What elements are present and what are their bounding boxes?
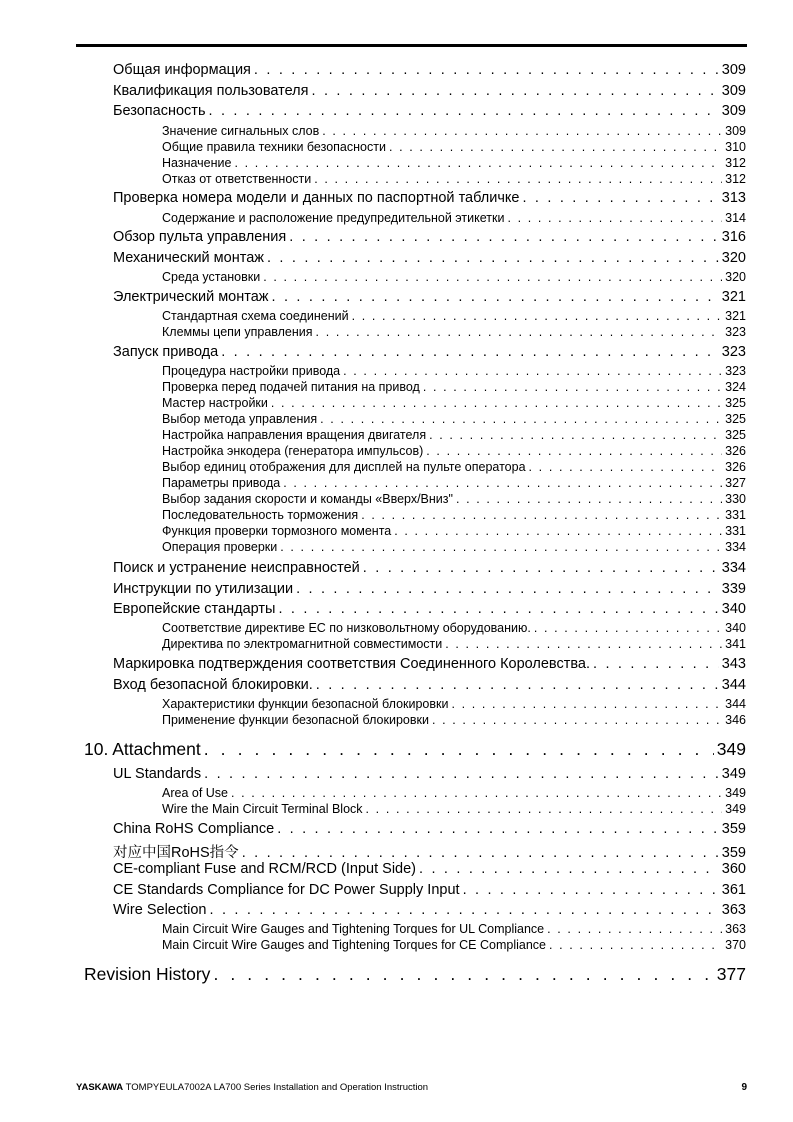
toc-entry[interactable]: Запуск привода . . . 323 xyxy=(113,344,746,360)
page-number: 325 xyxy=(725,428,746,442)
page-number: 361 xyxy=(721,882,746,898)
toc-entry[interactable]: Квалификация пользователя . . . 309 xyxy=(113,83,746,99)
page-number: 349 xyxy=(721,766,746,782)
toc-subentry[interactable]: Мастер настройки . . . 325 xyxy=(162,396,746,410)
page-number: 359 xyxy=(721,845,746,861)
toc-entry[interactable]: Вход безопасной блокировки. . . . 344 xyxy=(113,677,746,693)
toc-subentry[interactable]: Значение сигнальных слов . . . 309 xyxy=(162,124,746,138)
page-number: 309 xyxy=(721,62,746,78)
page-number: 323 xyxy=(725,364,746,378)
page-number: 323 xyxy=(725,325,746,339)
page-number: 309 xyxy=(721,83,746,99)
page-number: 339 xyxy=(721,581,746,597)
page-number: 363 xyxy=(721,902,746,918)
page-number: 349 xyxy=(725,786,746,800)
page-number: 321 xyxy=(725,309,746,323)
page-number: 340 xyxy=(725,621,746,635)
toc-entry[interactable]: Обзор пульта управления . . . 316 xyxy=(113,229,746,245)
toc-subentry[interactable]: Выбор единиц отображения для дисплей на пульте оператора . . . 326 xyxy=(162,460,746,474)
page-number: 310 xyxy=(725,140,746,154)
toc-entry[interactable]: Безопасность . . . 309 xyxy=(113,103,746,119)
page-number: 326 xyxy=(725,460,746,474)
toc-subentry[interactable]: Общие правила техники безопасности . . . 310 xyxy=(162,140,746,154)
page-number: 346 xyxy=(725,713,746,727)
page-number: 377 xyxy=(716,964,746,984)
header-rule xyxy=(76,44,747,47)
page-number: 330 xyxy=(725,492,746,506)
toc-entry[interactable]: Общая информация . . . 309 xyxy=(113,62,746,78)
page-number: 312 xyxy=(725,172,746,186)
toc-subentry[interactable]: Настройка направления вращения двигателя . . . 325 xyxy=(162,428,746,442)
page-number: 349 xyxy=(716,739,746,759)
page-number: 363 xyxy=(725,922,746,936)
toc-subentry[interactable]: Main Circuit Wire Gauges and Tightening Torques for CE Compliance . . . 370 xyxy=(162,938,746,952)
toc-entry[interactable]: Механический монтаж . . . 320 xyxy=(113,250,746,266)
toc-subentry[interactable]: Стандартная схема соединений . . . 321 xyxy=(162,309,746,323)
toc-subentry[interactable]: Применение функции безопасной блокировки . . . 346 xyxy=(162,713,746,727)
toc-subentry[interactable]: Соответствие директиве ЕС по низковольтному оборудованию. . . . 340 xyxy=(162,621,746,635)
page-number: 320 xyxy=(721,250,746,266)
page-number: 331 xyxy=(725,524,746,538)
page-number: 316 xyxy=(721,229,746,245)
toc-subentry[interactable]: Отказ от ответственности . . . 312 xyxy=(162,172,746,186)
page-number: 313 xyxy=(721,190,746,206)
page-number: 320 xyxy=(725,270,746,284)
toc-subentry[interactable]: Операция проверки . . . 334 xyxy=(162,540,746,554)
toc-subentry[interactable]: Функция проверки тормозного момента . . . 331 xyxy=(162,524,746,538)
toc-entry[interactable]: Wire Selection . . . 363 xyxy=(113,902,746,918)
toc-chapter[interactable]: Revision History . . . 377 xyxy=(84,964,746,985)
page-number: 370 xyxy=(725,938,746,952)
toc-entry[interactable]: UL Standards . . . 349 xyxy=(113,766,746,782)
page-number: 331 xyxy=(725,508,746,522)
toc-entry[interactable]: CE-compliant Fuse and RCM/RCD (Input Side) . . . 360 xyxy=(113,861,746,877)
toc-subentry[interactable]: Main Circuit Wire Gauges and Tightening Torques for UL Compliance . . . 363 xyxy=(162,922,746,936)
toc-entry[interactable]: Маркировка подтверждения соответствия Соединенного Королевства. . . . 343 xyxy=(113,656,746,672)
toc-subentry[interactable]: Характеристики функции безопасной блокировки . . . 344 xyxy=(162,697,746,711)
toc-subentry[interactable]: Директива по электромагнитной совместимости . . . 341 xyxy=(162,637,746,651)
toc-chapter[interactable]: 10. Attachment . . . 349 xyxy=(84,739,746,760)
page-number: 343 xyxy=(721,656,746,672)
toc-subentry[interactable]: Последовательность торможения . . . 331 xyxy=(162,508,746,522)
toc-entry[interactable]: Поиск и устранение неисправностей . . . 334 xyxy=(113,560,746,576)
page-number: 327 xyxy=(725,476,746,490)
toc-subentry[interactable]: Процедура настройки привода . . . 323 xyxy=(162,364,746,378)
footer-brand: YASKAWA xyxy=(76,1082,124,1093)
page-number: 340 xyxy=(721,601,746,617)
page-number: 344 xyxy=(721,677,746,693)
page-number: 325 xyxy=(725,396,746,410)
page-number: 344 xyxy=(725,697,746,711)
page-number: 334 xyxy=(721,560,746,576)
toc-subentry[interactable]: Выбор задания скорости и команды «Вверх/Вниз" . . . 330 xyxy=(162,492,746,506)
page-number: 359 xyxy=(721,821,746,837)
toc-entry[interactable]: CE Standards Compliance for DC Power Supply Input . . . 361 xyxy=(113,882,746,898)
toc-subentry[interactable]: Area of Use . . . 349 xyxy=(162,786,746,800)
toc-entry[interactable]: China RoHS Compliance . . . 359 xyxy=(113,821,746,837)
toc-entry[interactable]: Электрический монтаж . . . 321 xyxy=(113,289,746,305)
toc-subentry[interactable]: Среда установки . . . 320 xyxy=(162,270,746,284)
page-number: 321 xyxy=(721,289,746,305)
page-number: 349 xyxy=(725,802,746,816)
toc-entry[interactable]: Проверка номера модели и данных по паспортной табличке . . . 313 xyxy=(113,190,746,206)
footer-doc-title xyxy=(76,1082,428,1093)
page-number: 323 xyxy=(721,344,746,360)
toc-subentry[interactable]: Выбор метода управления . . . 325 xyxy=(162,412,746,426)
page-footer xyxy=(76,1082,747,1093)
toc-subentry[interactable]: Содержание и расположение предупредительной этикетки . . . 314 xyxy=(162,211,746,225)
toc-subentry[interactable]: Wire the Main Circuit Terminal Block . . . 349 xyxy=(162,802,746,816)
toc-subentry[interactable]: Параметры привода . . . 327 xyxy=(162,476,746,490)
toc-subentry[interactable]: Клеммы цепи управления . . . 323 xyxy=(162,325,746,339)
page-number: 312 xyxy=(725,156,746,170)
page-number: 325 xyxy=(725,412,746,426)
page-number: 341 xyxy=(725,637,746,651)
page-number: 324 xyxy=(725,380,746,394)
toc-entry[interactable]: Европейские стандарты . . . 340 xyxy=(113,601,746,617)
page-number: 309 xyxy=(725,124,746,138)
toc-subentry[interactable]: Проверка перед подачей питания на привод . . . 324 xyxy=(162,380,746,394)
page-number: 314 xyxy=(725,211,746,225)
toc-entry[interactable]: Инструкции по утилизации . . . 339 xyxy=(113,581,746,597)
toc-entry[interactable]: 对应中国RoHS指令 . . . 359 xyxy=(113,841,746,862)
page-number: 309 xyxy=(721,103,746,119)
page-number: 326 xyxy=(725,444,746,458)
toc-subentry[interactable]: Настройка энкодера (генератора импульсов) . . . 326 xyxy=(162,444,746,458)
page-number: 334 xyxy=(725,540,746,554)
page-number: 360 xyxy=(721,861,746,877)
footer-doc-name: TOMPYEULA7002A LA700 Series Installation and Operation Instruction xyxy=(125,1082,429,1093)
footer-page-number: 9 xyxy=(741,1082,747,1093)
toc-subentry[interactable]: Назначение . . . 312 xyxy=(162,156,746,170)
